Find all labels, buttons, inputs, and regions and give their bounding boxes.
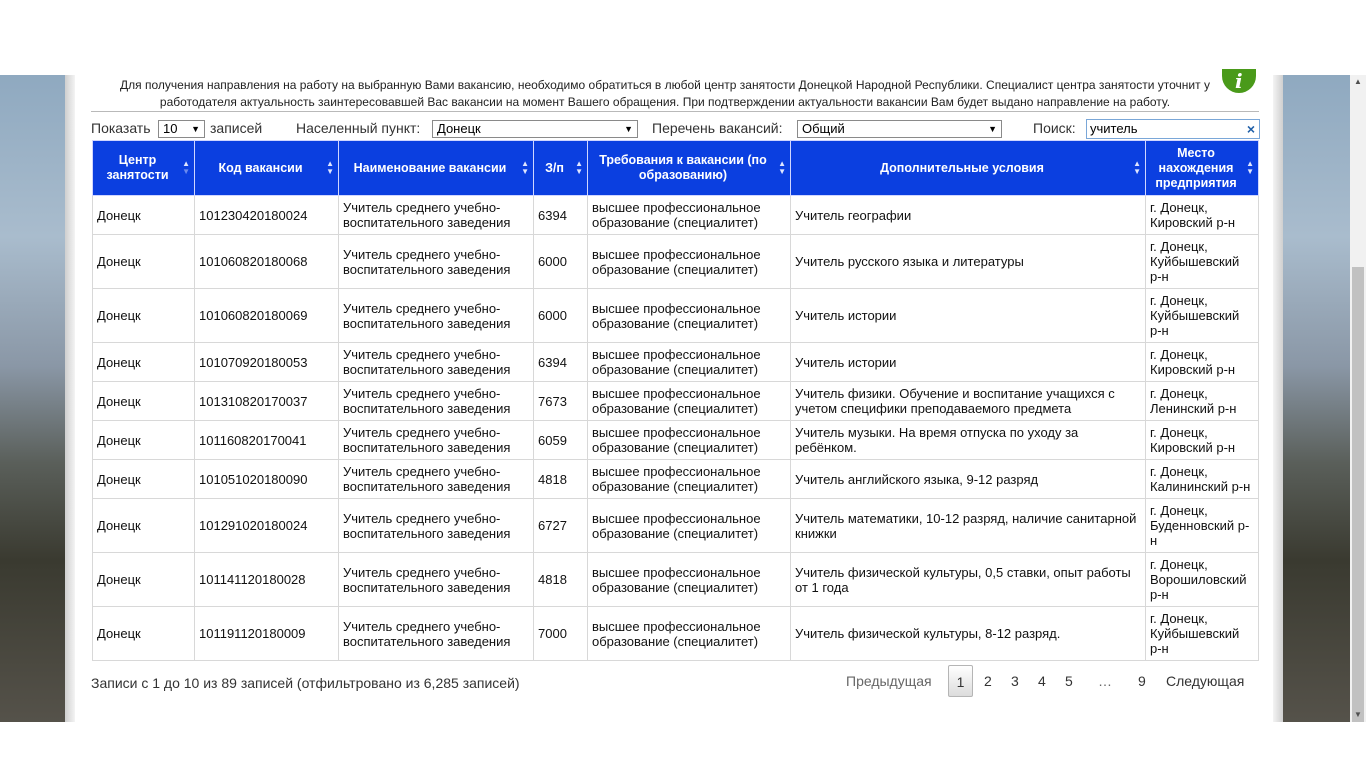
table-row[interactable] <box>93 235 1259 289</box>
page-button-9[interactable]: 9 <box>1138 673 1146 689</box>
table-header-row <box>93 141 1259 196</box>
page-length-value: 10 <box>163 121 178 136</box>
page-length-select[interactable] <box>158 120 205 138</box>
sort-icon: ▲ ▼ <box>778 159 786 176</box>
city-label: Населенный пункт: <box>296 120 421 136</box>
cell-title: Учитель среднего учебно-воспитательного заведения <box>339 289 534 343</box>
cell-code: 101191120180009 <box>195 607 339 661</box>
page-button-4[interactable]: 4 <box>1038 673 1046 689</box>
page-scrollbar[interactable] <box>1350 75 1366 722</box>
cell-center: Донецк <box>93 289 195 343</box>
table-row[interactable] <box>93 499 1259 553</box>
cell-code: 101060820180068 <box>195 235 339 289</box>
table-controls <box>91 119 1261 141</box>
cell-center: Донецк <box>93 382 195 421</box>
cell-requirements: высшее профессиональное образование (специалитет) <box>588 499 791 553</box>
bottom-margin <box>0 722 1366 768</box>
cell-center: Донецк <box>93 607 195 661</box>
cell-salary: 6000 <box>534 289 588 343</box>
background-photo-left <box>0 75 65 722</box>
cell-requirements: высшее профессиональное образование (специалитет) <box>588 289 791 343</box>
column-header-center[interactable]: Центр занятости ▲ ▼ <box>93 141 195 196</box>
cell-conditions: Учитель английского языка, 9-12 разряд <box>791 460 1146 499</box>
cell-location: г. Донецк, Ворошиловский р-н <box>1146 553 1259 607</box>
cell-title: Учитель среднего учебно-воспитательного заведения <box>339 460 534 499</box>
notice-line-1: Для получения направления на работу на выбранную Вами вакансию, необходимо обратиться в любой центр занятости Донецкой Народной Республики. Специалист центра занятости уточнит у <box>120 78 1210 92</box>
cell-conditions: Учитель географии <box>791 196 1146 235</box>
page-button-5[interactable]: 5 <box>1065 673 1073 689</box>
main-content <box>75 69 1273 722</box>
cell-location: г. Донецк, Кировский р-н <box>1146 196 1259 235</box>
cell-salary: 4818 <box>534 460 588 499</box>
column-header-salary[interactable]: З/п ▲ ▼ <box>534 141 588 196</box>
chevron-down-icon: ▼ <box>624 124 633 134</box>
cell-salary: 6000 <box>534 235 588 289</box>
cell-title: Учитель среднего учебно-воспитательного заведения <box>339 553 534 607</box>
cell-title: Учитель среднего учебно-воспитательного заведения <box>339 343 534 382</box>
cell-center: Донецк <box>93 196 195 235</box>
cell-conditions: Учитель математики, 10-12 разряд, наличие санитарной книжки <box>791 499 1146 553</box>
cell-requirements: высшее профессиональное образование (специалитет) <box>588 553 791 607</box>
next-button[interactable]: Следующая <box>1166 673 1245 689</box>
scroll-down-icon[interactable]: ▼ <box>1354 710 1362 719</box>
cell-conditions: Учитель физической культуры, 8-12 разряд. <box>791 607 1146 661</box>
cell-center: Донецк <box>93 343 195 382</box>
search-input[interactable] <box>1086 119 1260 139</box>
page-frame-left <box>65 75 75 722</box>
cell-code: 101070920180053 <box>195 343 339 382</box>
column-header-code[interactable]: Код вакансии ▲ ▼ <box>195 141 339 196</box>
cell-salary: 6394 <box>534 196 588 235</box>
cell-requirements: высшее профессиональное образование (специалитет) <box>588 382 791 421</box>
cell-conditions: Учитель истории <box>791 343 1146 382</box>
sort-icon: ▲ ▼ <box>575 159 583 176</box>
page-button-1[interactable]: 1 <box>948 665 973 697</box>
table-row[interactable] <box>93 421 1259 460</box>
cell-location: г. Донецк, Кировский р-н <box>1146 421 1259 460</box>
table-row[interactable] <box>93 343 1259 382</box>
prev-button[interactable]: Предыдущая <box>846 673 932 689</box>
column-header-conditions[interactable]: Дополнительные условия ▲ ▼ <box>791 141 1146 196</box>
cell-code: 101230420180024 <box>195 196 339 235</box>
cell-location: г. Донецк, Куйбышевский р-н <box>1146 289 1259 343</box>
cell-code: 101141120180028 <box>195 553 339 607</box>
cell-code: 101291020180024 <box>195 499 339 553</box>
column-header-title[interactable]: Наименование вакансии ▲ ▼ <box>339 141 534 196</box>
scrollbar-thumb[interactable] <box>1352 267 1364 737</box>
cell-location: г. Донецк, Буденновский р-н <box>1146 499 1259 553</box>
cell-center: Донецк <box>93 421 195 460</box>
cell-salary: 6059 <box>534 421 588 460</box>
cell-code: 101160820170041 <box>195 421 339 460</box>
pagination-ellipsis: … <box>1098 673 1112 689</box>
city-value: Донецк <box>437 121 481 136</box>
info-icon[interactable]: i <box>1222 69 1256 93</box>
chevron-down-icon: ▼ <box>988 124 997 134</box>
table-row[interactable] <box>93 196 1259 235</box>
cell-requirements: высшее профессиональное образование (специалитет) <box>588 460 791 499</box>
cell-center: Донецк <box>93 460 195 499</box>
sort-icon: ▲ ▼ <box>1246 159 1254 176</box>
column-header-requirements[interactable]: Требования к вакансии (по образованию) ▲ ▼ <box>588 141 791 196</box>
cell-conditions: Учитель музыки. На время отпуска по уходу за ребёнком. <box>791 421 1146 460</box>
sort-icon: ▲ ▼ <box>182 159 190 176</box>
chevron-down-icon: ▼ <box>191 124 200 134</box>
search-label: Поиск: <box>1033 120 1076 136</box>
table-row[interactable] <box>93 460 1259 499</box>
cell-conditions: Учитель физической культуры, 0,5 ставки, опыт работы от 1 года <box>791 553 1146 607</box>
cell-location: г. Донецк, Кировский р-н <box>1146 343 1259 382</box>
cell-location: г. Донецк, Куйбышевский р-н <box>1146 607 1259 661</box>
page-button-2[interactable]: 2 <box>984 673 992 689</box>
cell-requirements: высшее профессиональное образование (специалитет) <box>588 343 791 382</box>
top-margin <box>0 0 1366 75</box>
divider <box>91 111 1259 112</box>
cell-title: Учитель среднего учебно-воспитательного заведения <box>339 421 534 460</box>
sort-icon: ▲ ▼ <box>521 159 529 176</box>
cell-location: г. Донецк, Калининский р-н <box>1146 460 1259 499</box>
cell-salary: 7673 <box>534 382 588 421</box>
cell-center: Донецк <box>93 553 195 607</box>
vacancy-list-select[interactable] <box>797 120 1002 138</box>
cell-title: Учитель среднего учебно-воспитательного заведения <box>339 382 534 421</box>
cell-requirements: высшее профессиональное образование (специалитет) <box>588 235 791 289</box>
sort-icon: ▲ ▼ <box>326 159 334 176</box>
page-button-3[interactable]: 3 <box>1011 673 1019 689</box>
vacancy-list-value: Общий <box>802 121 845 136</box>
cell-location: г. Донецк, Ленинский р-н <box>1146 382 1259 421</box>
cell-conditions: Учитель русского языка и литературы <box>791 235 1146 289</box>
notice-line-2: работодателя актуальность заинтересовавшей Вас вакансии на момент Вашего обращения. При подтверждении актуальности вакансии Вам будет выдано направление на работу. <box>159 95 1171 109</box>
cell-requirements: высшее профессиональное образование (специалитет) <box>588 607 791 661</box>
cell-code: 101310820170037 <box>195 382 339 421</box>
table-row[interactable] <box>93 289 1259 343</box>
cell-salary: 7000 <box>534 607 588 661</box>
page-frame-right <box>1273 75 1283 722</box>
cell-salary: 4818 <box>534 553 588 607</box>
table-info: Записи с 1 до 10 из 89 записей (отфильтровано из 6,285 записей) <box>91 675 520 691</box>
vacancy-list-label: Перечень вакансий: <box>652 120 783 136</box>
cell-title: Учитель среднего учебно-воспитательного заведения <box>339 235 534 289</box>
cell-requirements: высшее профессиональное образование (специалитет) <box>588 421 791 460</box>
sort-icon: ▲ ▼ <box>1133 159 1141 176</box>
cell-location: г. Донецк, Куйбышевский р-н <box>1146 235 1259 289</box>
show-label: Показать <box>91 120 151 136</box>
scroll-up-icon[interactable]: ▲ <box>1354 77 1362 86</box>
close-icon[interactable]: × <box>1246 121 1255 137</box>
background-photo-right <box>1283 75 1350 722</box>
records-label: записей <box>210 120 263 136</box>
cell-conditions: Учитель истории <box>791 289 1146 343</box>
search-value: учитель <box>1090 121 1138 136</box>
cell-salary: 6394 <box>534 343 588 382</box>
cell-code: 101060820180069 <box>195 289 339 343</box>
cell-center: Донецк <box>93 499 195 553</box>
cell-title: Учитель среднего учебно-воспитательного заведения <box>339 499 534 553</box>
table-row[interactable] <box>93 607 1259 661</box>
vacancies-table <box>92 140 1259 661</box>
column-header-location[interactable]: Место нахождения предприятия ▲ ▼ <box>1146 141 1259 196</box>
cell-title: Учитель среднего учебно-воспитательного заведения <box>339 196 534 235</box>
cell-conditions: Учитель физики. Обучение и воспитание учащихся с учетом специфики преподаваемого предмета <box>791 382 1146 421</box>
city-select[interactable] <box>432 120 638 138</box>
cell-requirements: высшее профессиональное образование (специалитет) <box>588 196 791 235</box>
cell-title: Учитель среднего учебно-воспитательного заведения <box>339 607 534 661</box>
cell-code: 101051020180090 <box>195 460 339 499</box>
notice-text <box>95 77 1235 111</box>
cell-center: Донецк <box>93 235 195 289</box>
cell-salary: 6727 <box>534 499 588 553</box>
table-row[interactable] <box>93 382 1259 421</box>
table-row[interactable] <box>93 553 1259 607</box>
